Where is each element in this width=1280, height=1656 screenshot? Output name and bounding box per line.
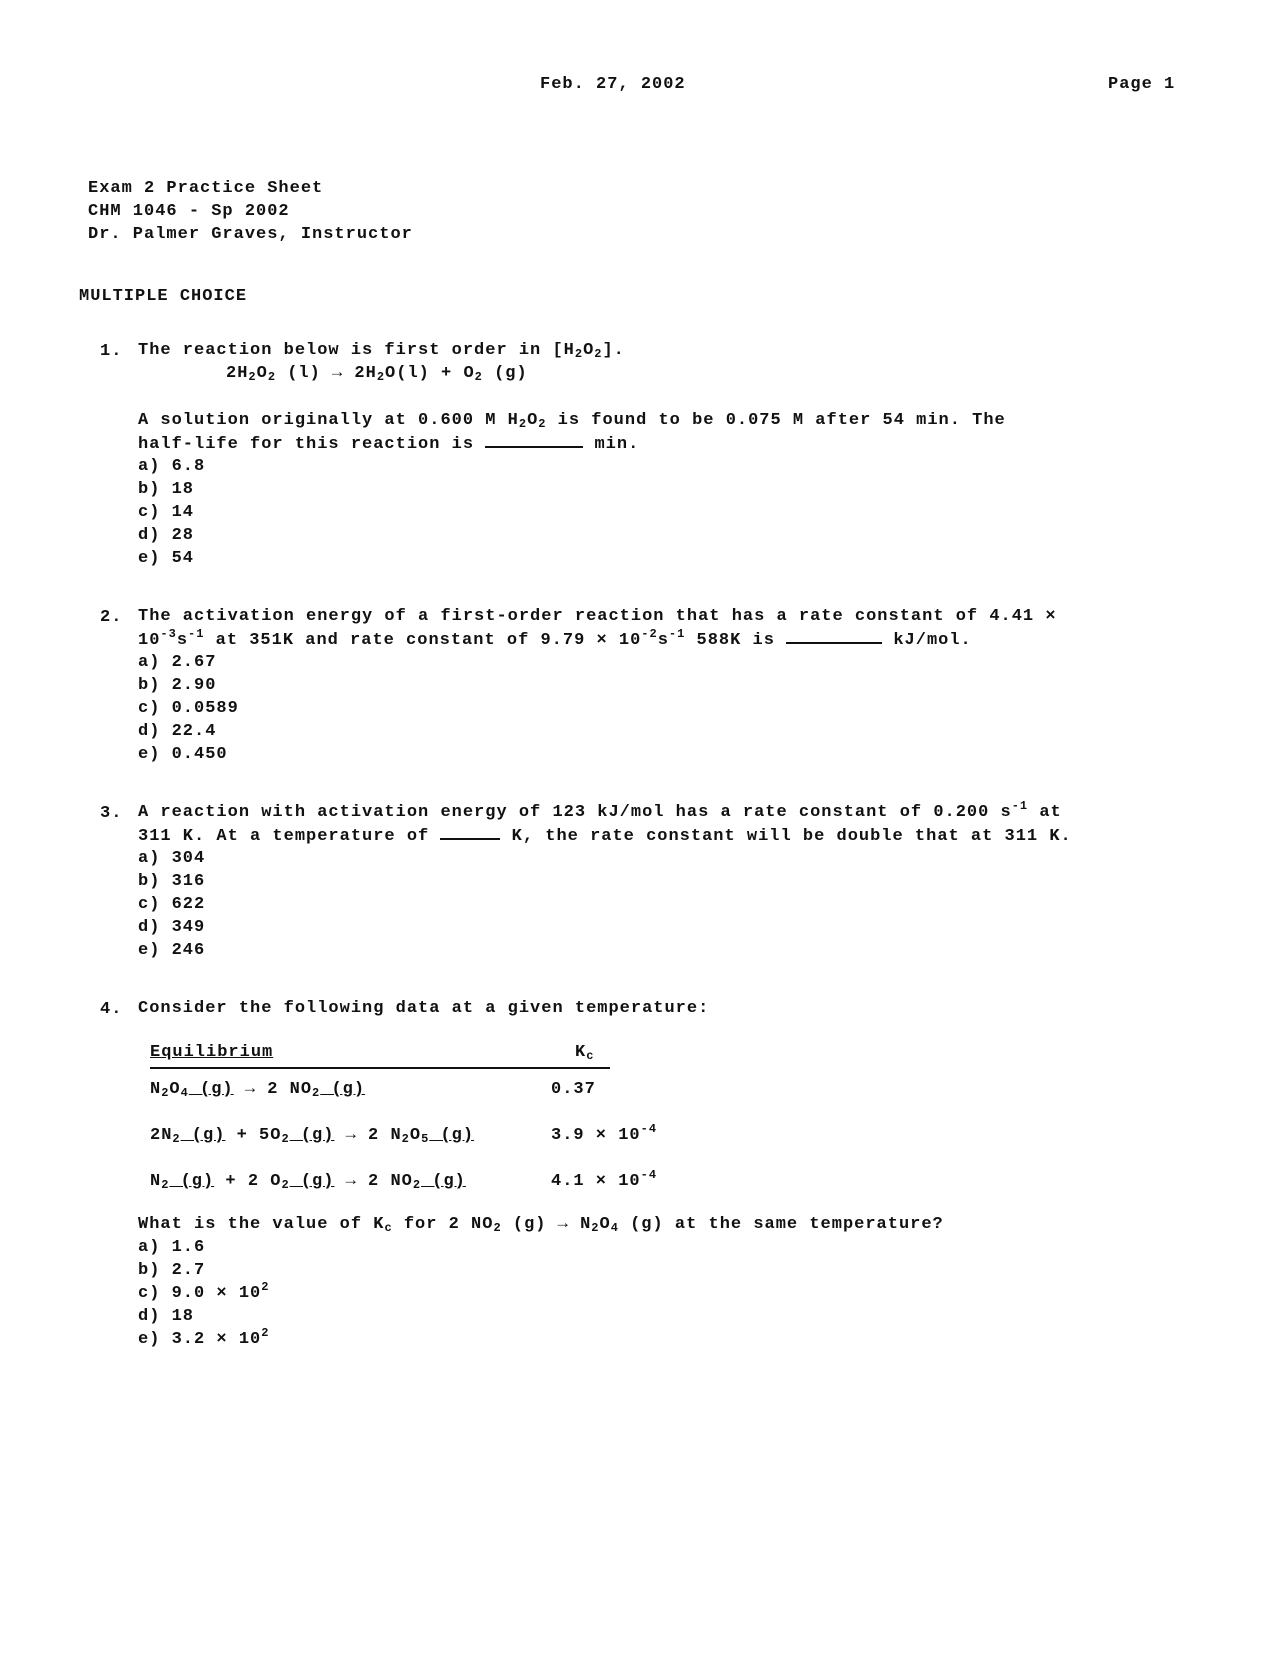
q2-text-line2: $10^{-3}s^{-1}$ at 351K and rate constant of $9.79 \times 10^{-2}s^{-1}$ 588K is kJ/mol. <box>138 627 972 650</box>
section-heading: MULTIPLE CHOICE <box>79 287 248 306</box>
header-date: Feb. 27, 2002 <box>540 75 686 94</box>
q4-option[interactable]: b) 2.7 <box>138 1261 206 1280</box>
q1-option[interactable]: b) 18 <box>138 480 195 499</box>
q3-number: 3. <box>100 804 123 823</box>
q1-number: 1. <box>100 342 123 361</box>
q2-option[interactable]: b) 2.90 <box>138 676 217 695</box>
q3-option[interactable]: b) 316 <box>138 872 206 891</box>
table-row-equation: $N_2O_4$ (g) → 2 $NO_2$ (g) <box>150 1080 366 1100</box>
table-row-kc: $4.1 \times 10^{-4}$ <box>551 1168 658 1191</box>
page-number: Page 1 <box>1108 75 1176 94</box>
table-row-equation: $2N_2$ $(g) + 5O_2$ (g) → 2 $N_2O_5$ (g) <box>150 1126 475 1146</box>
q2-number: 2. <box>100 608 123 627</box>
q1-option[interactable]: c) 14 <box>138 503 195 522</box>
table-row-kc: 0.37 <box>551 1080 596 1099</box>
q3-text-line2: 311 K. At a temperature of K, the rate constant will be double that at 311 K. <box>138 824 1072 847</box>
q2-option[interactable]: c) 0.0589 <box>138 699 239 718</box>
answer-blank <box>485 432 583 448</box>
q2-option[interactable]: e) 0.450 <box>138 745 228 764</box>
q4-question: What is the value of $K_c$ for 2 $NO_2$ $(g) \to N_2O_4$ (g) at the same temperature? <box>138 1215 944 1235</box>
q4-number: 4. <box>100 1000 123 1019</box>
q1-reaction: $2H_2O_2$ $(l) \to 2H_2O(l) + O_2$ (g) <box>226 364 528 384</box>
course-line: CHM 1046 - Sp 2002 <box>88 202 290 221</box>
q1-option[interactable]: e) 54 <box>138 549 195 568</box>
table-row-kc: $3.9 \times 10^{-4}$ <box>551 1122 658 1145</box>
q3-option[interactable]: e) 246 <box>138 941 206 960</box>
q3-option[interactable]: c) 622 <box>138 895 206 914</box>
exam-title: Exam 2 Practice Sheet <box>88 179 324 198</box>
table-row-equation: $N_2$ (g) + 2 $O_2$ (g) → 2 $NO_2$ (g) <box>150 1172 466 1192</box>
table-header-equilibrium: Equilibrium <box>150 1043 274 1062</box>
instructor-line: Dr. Palmer Graves, Instructor <box>88 225 413 244</box>
q2-option[interactable]: a) 2.67 <box>138 653 217 672</box>
q1-option[interactable]: a) 6.8 <box>138 457 206 476</box>
q4-option[interactable]: c) $9.0 \times 10^2$ <box>138 1280 270 1303</box>
q1-text-line1: A solution originally at 0.600 M $H_2O_2$ is found to be 0.075 M after 54 min. The <box>138 411 1006 431</box>
answer-blank <box>440 824 500 840</box>
answer-blank <box>786 628 882 644</box>
q4-option[interactable]: a) 1.6 <box>138 1238 206 1257</box>
q2-option[interactable]: d) 22.4 <box>138 722 217 741</box>
q3-text-line1: A reaction with activation energy of 123 kJ/mol has a rate constant of 0.200 $s^{-1}$ at <box>138 799 1062 822</box>
q1-stem: The reaction below is first order in $[H_2O_2]$. <box>138 341 625 361</box>
q4-stem: Consider the following data at a given temperature: <box>138 999 710 1018</box>
table-header-kc: $K_c$ <box>575 1043 595 1063</box>
q1-option[interactable]: d) 28 <box>138 526 195 545</box>
q4-option[interactable]: d) 18 <box>138 1307 195 1326</box>
q2-text-line1: The activation energy of a first-order reaction that has a rate constant of 4.41 × <box>138 607 1057 626</box>
q3-option[interactable]: d) 349 <box>138 918 206 937</box>
q3-option[interactable]: a) 304 <box>138 849 206 868</box>
q1-text-line2: half-life for this reaction is min. <box>138 432 639 455</box>
q4-option[interactable]: e) $3.2 \times 10^2$ <box>138 1326 270 1349</box>
